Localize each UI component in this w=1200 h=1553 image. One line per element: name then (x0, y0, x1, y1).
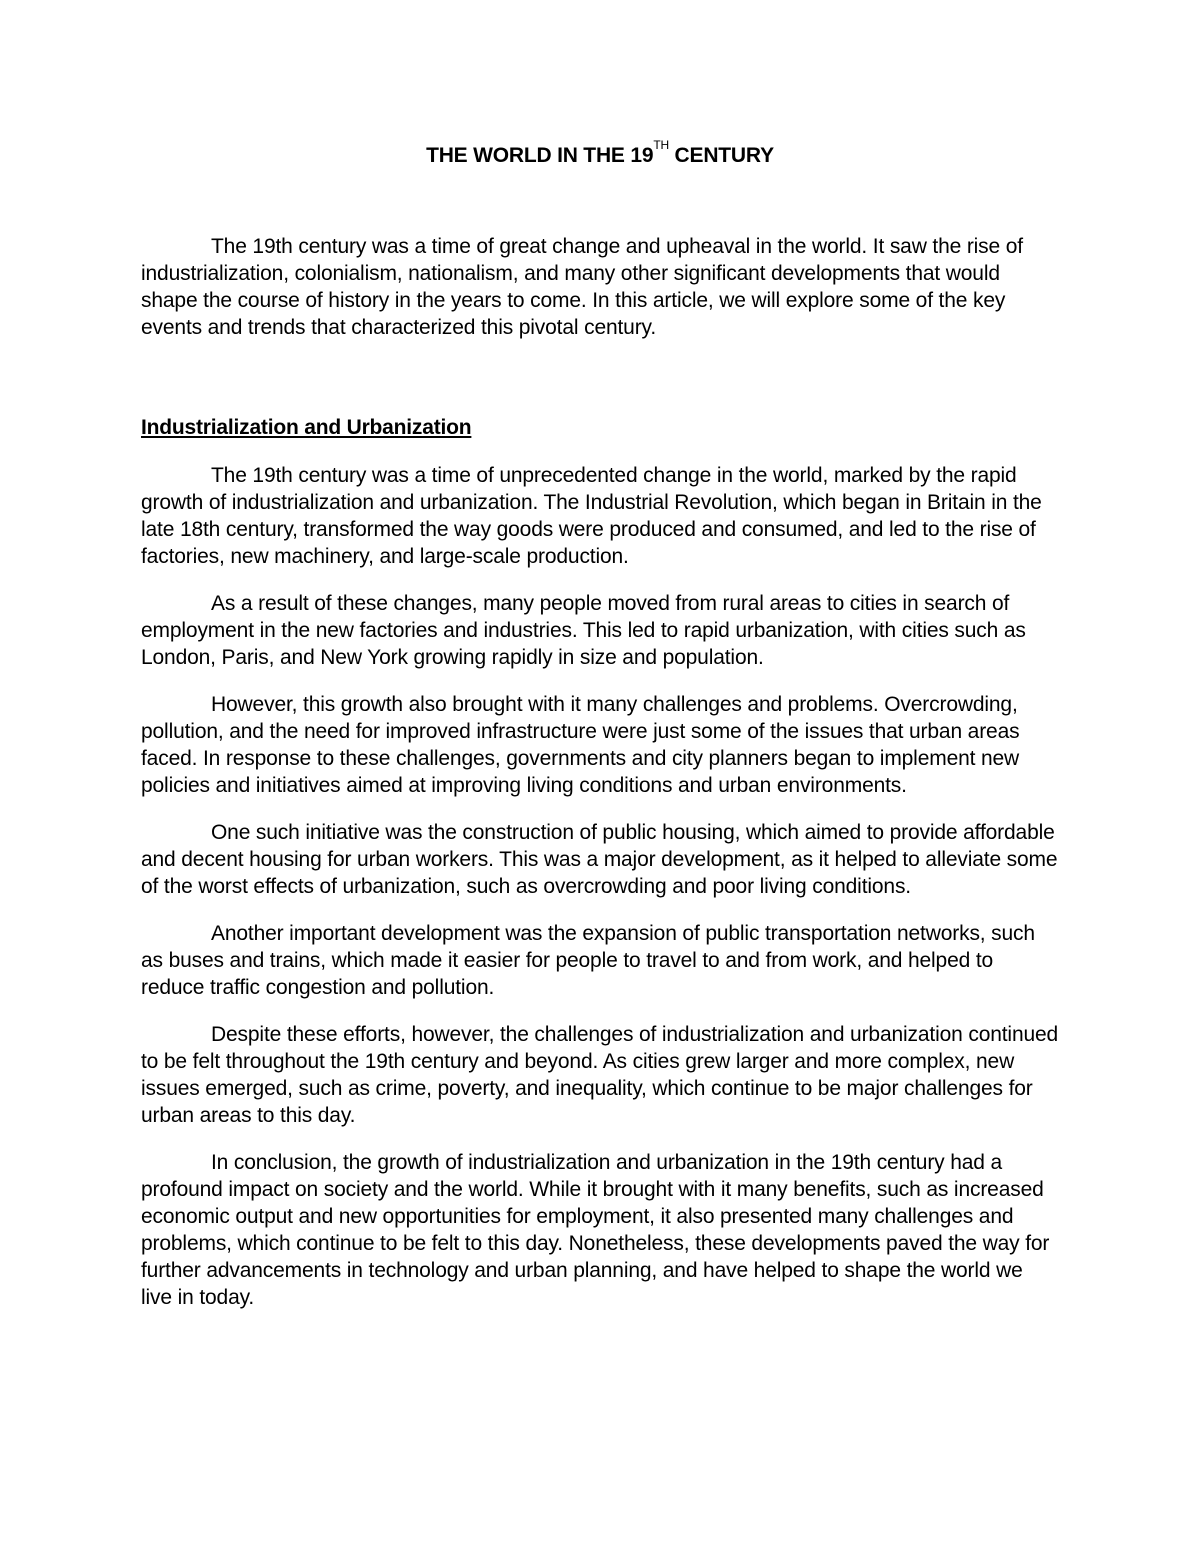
body-paragraph: Another important development was the expansion of public transportation networks, such as buses and trains, which made it easier for people to travel to and from work, and helped to reduce traffic congestion and pollution. (141, 922, 1035, 999)
intro-paragraph: The 19th century was a time of great change and upheaval in the world. It saw the rise of industrialization, colonialism, nationalism, and many other significant developments that would shape the course of history in the years to come. In this article, we will explore some of the key events and trends that characterized this pivotal century. (141, 235, 1023, 339)
body-paragraph: Despite these efforts, however, the challenges of industrialization and urbanization continued to be felt throughout the 19th century and beyond. As cities grew larger and more complex, new issues emerged, such as crime, poverty, and inequality, which continue to be major challenges for urban areas to this day. (141, 1023, 1059, 1127)
body-paragraph: One such initiative was the construction of public housing, which aimed to provide affordable and decent housing for urban workers. This was a major development, as it helped to alleviate some of the worst effects of urbanization, such as overcrowding and poor living conditions. (141, 821, 1058, 898)
title-suffix: CENTURY (668, 144, 774, 167)
body-paragraph: As a result of these changes, many people moved from rural areas to cities in search of employment in the new factories and industries. This led to rapid urbanization, with cities such as London, Paris, and New York growing rapidly in size and population. (141, 592, 1026, 669)
document-title (141, 138, 1059, 170)
document-page (141, 138, 1059, 1311)
body-paragraph: However, this growth also brought with it many challenges and problems. Overcrowding, pollution, and the need for improved infrastructure were just some of the issues that urban areas faced. In response to these challenges, governments and city planners began to implement new policies and initiatives aimed at improving living conditions and urban environments. (141, 693, 1020, 797)
section-heading: Industrialization and Urbanization (141, 416, 472, 439)
body-paragraph: In conclusion, the growth of industrialization and urbanization in the 19th century had a profound impact on society and the world. While it brought with it many benefits, such as increased economic output and new opportunities for employment, it also presented many challenges and problems, which continue to be felt to this day. Nonetheless, these developments paved the way for further advancements in technology and urban planning, and have helped to shape the world we live in today. (141, 1151, 1050, 1309)
title-superscript: TH (653, 138, 669, 152)
title-prefix: THE WORLD IN THE 19 (426, 144, 654, 167)
body-paragraph: The 19th century was a time of unprecedented change in the world, marked by the rapid growth of industrialization and urbanization. The Industrial Revolution, which began in Britain in the late 18th century, transformed the way goods were produced and consumed, and led to the rise of factories, new machinery, and large-scale production. (141, 464, 1042, 568)
